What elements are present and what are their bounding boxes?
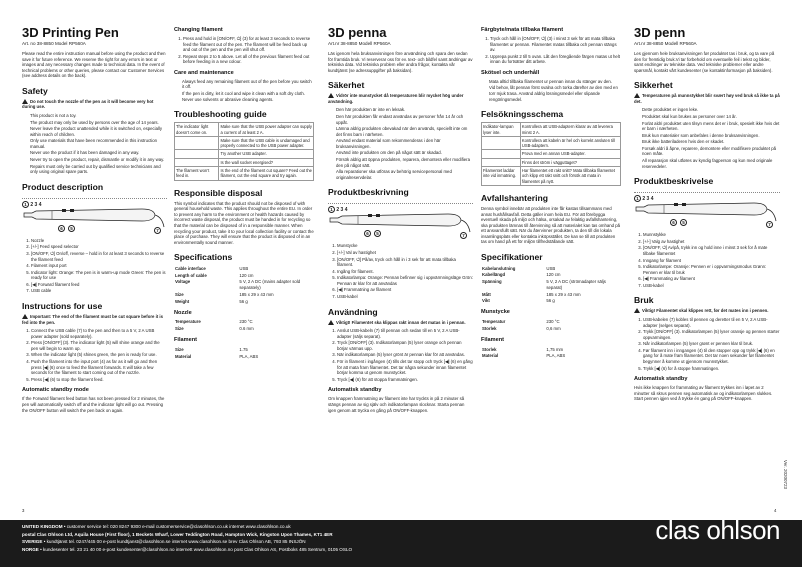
table-cell: The indicator light doesn’t come on. bbox=[175, 123, 219, 137]
list-item: 1. Nozzle bbox=[31, 238, 167, 244]
list-item: 1. Press and hold in [ON/OFF, ⏻] (3) for at least 3 seconds to reverse feed the filament out of the pen. The filament will be feed back up and out of the pen and the pen will shut off. bbox=[183, 36, 314, 53]
version-label: Ver. 20200723 bbox=[783, 460, 788, 490]
callout-6: 6 bbox=[670, 219, 677, 226]
table-cell: Is the end of the filament cut square? Feed out the filament, cut the end square and try again. bbox=[220, 168, 312, 179]
table-cell: 120 cm bbox=[239, 272, 254, 278]
list-item: • Never leave the product unattended while it is switched on, especially within reach of children. bbox=[30, 126, 167, 137]
table-cell: Storlek bbox=[482, 325, 497, 331]
table-row bbox=[481, 298, 621, 305]
en-standby-heading: Automatic standby mode bbox=[22, 387, 89, 394]
table-row bbox=[481, 318, 621, 325]
list-item: 3. [ON/OFF, ⏻] On/off, reverse – hold in for at least 3 seconds to reverse the filament feed bbox=[31, 251, 167, 262]
en-filament-heading: Filament bbox=[174, 337, 198, 344]
sv-column-right bbox=[481, 0, 621, 360]
en-spec-table bbox=[174, 265, 314, 304]
table-cell: Try another USB adapter. bbox=[219, 150, 314, 158]
en-art-number: Art. no 38-8850 Model RP560A bbox=[22, 41, 86, 46]
table-cell: 1.75 bbox=[239, 346, 248, 352]
en-standby-text: If the Forward filament feed button has not been pressed for 2 minutes, the pen will automatically switch off and the indicator light will go out. Pressing the ON/OFF button will switch the pen back on again. bbox=[22, 396, 165, 413]
en-use-list bbox=[22, 328, 167, 382]
table-cell: Finns det ström i vägguttaget? bbox=[520, 158, 620, 166]
footer-uk-line: UNITED KINGDOM • customer service tel: 020 8247 9300 e-mail customerservice@clasohlson.co.uk internet www.clasohlson.co.uk bbox=[22, 524, 291, 529]
brand-logo: clas ohlson bbox=[655, 515, 780, 545]
footer-contact-bar bbox=[0, 515, 802, 567]
list-item: • Använd endast material som rekommenderas i den här bruksanvisningen. bbox=[336, 138, 473, 149]
list-item: 4. Push the filament into the input port (4) as far as it will go and then press [◀] (6) once to feed the filament forwards. It will take a few seconds for the filament to start coming out of the nozzle. bbox=[31, 359, 167, 376]
table-cell: PLA, ABS bbox=[546, 353, 566, 359]
table-row bbox=[481, 265, 621, 272]
table-cell: 0.6 mm bbox=[239, 326, 254, 332]
list-item: 4. Filament input port bbox=[31, 263, 167, 269]
table-cell: Prova med en annan USB-adapter. bbox=[520, 150, 620, 158]
warning-icon bbox=[634, 308, 640, 313]
list-item: 5. Trykk [◀] (6) for å stoppe frammatingen. bbox=[643, 366, 780, 372]
warning-icon bbox=[22, 99, 28, 104]
warning-icon bbox=[328, 320, 334, 325]
list-item: 3. When the indicator light (5) shines green, the pen is ready for use. bbox=[31, 352, 167, 358]
table-cell: Make sure that the USB cable is undamaged and properly connected to the USB power adapter. bbox=[219, 136, 314, 150]
callout-5: 5 bbox=[68, 225, 75, 232]
list-item: 1. Munstycke bbox=[337, 243, 473, 249]
table-cell: Mått bbox=[482, 291, 491, 297]
table-row bbox=[481, 291, 621, 298]
list-item: 6. [◀] Frammatning av filament bbox=[337, 287, 473, 293]
list-item: • Bruk kun materialer som anbefales i denne bruksanvisningen. bbox=[642, 133, 780, 139]
en-product-diagram bbox=[22, 198, 167, 234]
sv-change-heading: Färgbyte/mata tillbaka filament bbox=[481, 27, 564, 33]
table-row bbox=[481, 325, 621, 332]
table-cell: Temperature bbox=[175, 319, 201, 325]
callout-234: 2 3 4 bbox=[336, 207, 348, 214]
table-row bbox=[481, 346, 621, 353]
page-number-left: 3 bbox=[22, 508, 25, 513]
en-change-heading: Changing filament bbox=[174, 27, 223, 33]
en-ts-heading: Troubleshooting guide bbox=[174, 109, 267, 120]
sv-column-left bbox=[328, 0, 473, 415]
page-number-right: 4 bbox=[774, 508, 777, 513]
no-product-diagram bbox=[634, 192, 780, 228]
no-parts-list bbox=[634, 232, 780, 288]
table-row bbox=[174, 265, 314, 272]
sv-title: 3D penna bbox=[328, 25, 387, 40]
sv-spec-heading: Specifikationer bbox=[481, 252, 543, 263]
list-item: 3. Når indikatorlampen (5) lyser grønt er pennen klar til bruk. bbox=[643, 341, 780, 347]
sv-ts-heading: Felsökningsschema bbox=[481, 109, 564, 120]
en-safety-list bbox=[22, 113, 167, 175]
list-item: 1. Anslut USB-kabeln (7) till pennan och sedan till en 5 V, 2 A USB-adapter (säljs separat). bbox=[337, 328, 473, 339]
list-item: 6. [◀] Frammating av filament bbox=[643, 276, 780, 282]
diagram-callouts bbox=[634, 195, 654, 203]
no-art-number: Art.nr 38-8850 Modell RP560A bbox=[634, 41, 697, 46]
callout-7: 7 bbox=[766, 221, 773, 228]
table-row bbox=[174, 279, 314, 291]
table-row bbox=[174, 291, 314, 298]
en-safety-heading: Safety bbox=[22, 85, 48, 96]
table-cell: 5 V, 2 A DC (mains adapter sold separately) bbox=[239, 279, 301, 291]
table-cell bbox=[482, 150, 521, 158]
sv-safety-list bbox=[328, 107, 473, 180]
table-cell: Temperatur bbox=[482, 319, 506, 325]
list-item: 2. [+/-] Valg av hastighet bbox=[643, 239, 780, 245]
diagram-callouts bbox=[328, 206, 348, 214]
en-parts-list bbox=[22, 238, 167, 294]
pen-illustration bbox=[328, 204, 473, 240]
sv-product-diagram bbox=[328, 203, 473, 239]
list-item: 5. Indicator light: Orange: The pen is in warm-up mode Green: The pen is ready for use bbox=[31, 270, 167, 281]
sv-disposal-heading: Avfallshantering bbox=[481, 193, 549, 204]
table-row bbox=[174, 326, 314, 333]
sv-troubleshooting-table bbox=[481, 122, 621, 186]
callout-5: 5 bbox=[374, 230, 381, 237]
table-row bbox=[174, 353, 314, 360]
list-item: 2. Trykk [ON/OFF] (3). Indikatorlampen (5) lyser oransje og pennen starter oppvarmingen. bbox=[643, 329, 780, 340]
list-item: 1. Munnstykke bbox=[643, 232, 780, 238]
list-item: 2. [+/-] Val av hastighet bbox=[337, 250, 473, 256]
table-row bbox=[482, 123, 621, 137]
sv-desc-heading: Produktbeskrivning bbox=[328, 187, 409, 198]
list-item: 1. Connect the USB cable (7) to the pen and then to a 5 V, 2 A USB power adapter (sold separately). bbox=[31, 328, 167, 339]
list-item: • Använd inte produkten om den på något sätt är skadad. bbox=[336, 150, 473, 156]
table-cell: Length of cable bbox=[175, 272, 207, 278]
sv-nozzle-heading: Munstycke bbox=[481, 309, 510, 316]
callout-5: 5 bbox=[680, 219, 687, 226]
no-use-list bbox=[634, 317, 780, 371]
list-item: 4. Før filament inn i inngangen (4) til den stopper opp og trykk [◀] (6) en gang for å mate fram filamentet. Det tar noen sekunder før filamentet begynner å komme ut gjennom munnstykket. bbox=[643, 348, 780, 365]
list-item: 5. Indikatorlampa: Orange: Pennan befinner sig i uppvärmningsläge Grön: Pennan är klar för att användas bbox=[337, 275, 473, 286]
en-safety-warning: Do not touch the nozzle of the pen as it will become very hot during use. bbox=[22, 98, 154, 110]
table-cell: 56 g bbox=[546, 298, 555, 304]
table-cell bbox=[482, 158, 521, 166]
table-cell bbox=[175, 158, 219, 166]
list-item: 1. Tryck och håll in [ON/OFF, ⏻] (3) i minst 3 sek för att mata tillbaka filamentet ur pennan. Filamentet matas tillbaka och pennan stängs av. bbox=[490, 36, 621, 53]
table-cell: 5 V, 2 A DC (strömadapter säljs separat) bbox=[546, 279, 606, 290]
table-cell: Size bbox=[175, 326, 184, 332]
table-cell: Material bbox=[175, 353, 192, 359]
en-intro: Please read the entire instruction manual before using the product and then save it for future reference. We reserve the right for any errors in text or images and any necessary changes made to technical data. In the event of technical problems or other queries, please contact our Customer Services (see address details on the back). bbox=[22, 50, 166, 79]
no-safety-list bbox=[634, 107, 780, 169]
table-cell bbox=[482, 136, 521, 150]
no-intro: Les gjennom hele bruksanvisningen før produktet tas i bruk, og ta vare på den for fremtidig bruk.Vi tar forbehold om eventuelle feil i tekst og bilder, samt endringer av tekniske data. Ved tekniske problemer eller andre spørsmål, kontakt vårt kundesenter (se kontaktinformasjon på baksiden). bbox=[634, 50, 775, 73]
sv-safety-warning: Vidrör inte munstycket då temperaturen blir mycket hög under användning. bbox=[328, 93, 464, 104]
table-row bbox=[175, 136, 314, 150]
table-cell: Indikator-lampan lyser inte. bbox=[482, 123, 521, 137]
en-troubleshooting-table bbox=[174, 122, 314, 181]
list-item: 6. [◀] Forward filament feed bbox=[31, 282, 167, 288]
list-item: 2. Upprepa punkt 2 till 5 ovan. Låt den föregående färgen matas ut helt innan du fortsätter ditt arbete. bbox=[490, 54, 621, 65]
table-cell: Storlek bbox=[482, 346, 497, 352]
table-row bbox=[174, 272, 314, 279]
list-item: • Den här produkten är inte en leksak. bbox=[336, 107, 473, 113]
list-item: 7. USB cable bbox=[31, 288, 167, 294]
list-item: 2. Repeat steps 2 to 5 above. Let all of the previous filament feed out before feeding in a new colour. bbox=[183, 54, 314, 65]
en-disposal-text: This symbol indicates that the product should not be disposed of with general household waste. This applies throughout the entire EU. In order to prevent any harm to the environment or health hazards caused by incorrect waste disposal, the product must be handed in for recycling so that the material can be disposed of in a responsible manner. When recycling your product, take it to your local collection facility or contact the place of purchase. They will ensure that the product is disposed of in an environmentally sound manner. bbox=[174, 200, 314, 245]
list-item: 3. [ON/OFF, ⏻] På/av, tryck och håll in i 3 sek för att mata tillbaka filament. bbox=[337, 257, 473, 268]
table-cell: Har filamentet ett rakt snitt? Mata tillbaka filamentet och klipp ett rakt snitt och försök att mata in filamentet på nytt. bbox=[520, 167, 620, 186]
table-cell: 230 °C bbox=[239, 319, 253, 325]
sv-standby-heading: Automatisk standby bbox=[328, 387, 382, 394]
list-item: 7. USB-kabel bbox=[643, 283, 780, 289]
en-change-list bbox=[174, 36, 314, 65]
table-cell: Material bbox=[482, 353, 499, 359]
table-cell bbox=[175, 136, 219, 150]
sv-spec-table bbox=[481, 265, 621, 304]
table-row bbox=[175, 167, 314, 181]
table-cell: Kabellängd bbox=[482, 272, 506, 278]
callout-234: 2 3 4 bbox=[30, 201, 42, 208]
list-item: 5. Indikatorlampe: Oransje: Pennen er i oppvarmingsmodus Grønn: Pennen er klar til bruk bbox=[643, 264, 780, 275]
footer-se-line: SVERIGE • kundtjänst tel. 0247/445 00 e-post kundtjanst@clasohlson.se internet www.clasohlson.se brev Clas Ohlson AB, 793 85 INSJÖN bbox=[22, 539, 306, 544]
table-row bbox=[175, 158, 314, 166]
no-desc-heading: Produktbeskrivelse bbox=[634, 176, 714, 187]
callout-6: 6 bbox=[364, 230, 371, 237]
sv-disposal-text: Denna symbol innebär att produkten inte får kastas tillsammans med annat hushållsavfall. Detta gäller inom hela EU. För att förebygga eventuell skada på miljö och hälsa, orsakad av felaktig avfallshantering, ska produkten lämnas till återvinning så att materialet kan tas omhand på ett ansvarsfullt sätt. När du återvinner produkten, ta den till din lokala insamlingsplats eller kontakta inköpsstället. De kan se till att produkten tas om hand på ett för miljön tillfredställande sätt. bbox=[481, 206, 621, 245]
no-safety-warning: Temperaturen på munnstykket blir svært høy ved bruk så ikke ta på det. bbox=[634, 93, 780, 104]
table-row bbox=[482, 167, 621, 186]
sv-use-list bbox=[328, 328, 473, 382]
footer-uk-postal: postal Clas Ohlson Ltd, Aquila House (First floor), 1 Beckets Wharf, Lower Teddington Road, Hampton Wick, Kingston Upon Thames, KT1 4ER bbox=[22, 531, 333, 537]
no-safety-heading: Sikkerhet bbox=[634, 80, 673, 91]
list-item: • Produktet skal kun brukes av personer over 14 år. bbox=[642, 114, 780, 120]
table-cell: 120 cm bbox=[546, 272, 561, 278]
sv-standby-text: Om knappen frammatning av filament inte har tryckts in på 2 minuter så stängs pennan av sig själv och indikatorlampan slocknar. Starta pennan igen genom att trycka en gång på ON/OFF-knappen. bbox=[328, 396, 465, 413]
table-cell: 0,6 mm bbox=[546, 325, 561, 331]
en-care-list bbox=[174, 79, 314, 102]
list-item: • Forsøk aldri å åpne, reparere, demontere eller modifisere produktet på noen måte. bbox=[642, 146, 780, 157]
list-item: • Försök aldrig att öppna produkten, reparera, demontera eller modifiera den på något sätt. bbox=[336, 157, 473, 168]
en-use-warning: Important: The end of the filament must be cut square before it is fed into the pen. bbox=[22, 314, 163, 325]
list-item: • Never use the product if it has been damaged in any way. bbox=[30, 150, 167, 156]
en-care-heading: Care and maintenance bbox=[174, 69, 234, 76]
list-item: • Vid behov, låt pennan först svalna och torka därefter av den med en torr mjuk trasa. Använd aldrig lösningsmedel eller slipande rengöringsmedel. bbox=[489, 85, 621, 102]
list-item: • Never try to open the product, repair, dismantle or modify it in any way. bbox=[30, 157, 167, 163]
list-item: • Mata alltid tillbaka filamentet ur pennan innan du stänger av den. bbox=[489, 79, 621, 85]
list-item: • If the pen is dirty, let it cool and wipe it clean with a soft dry cloth. Never use solvents or abrasive cleaning agents. bbox=[182, 91, 314, 102]
table-row bbox=[481, 353, 621, 360]
table-cell: 230 °C bbox=[546, 319, 560, 325]
en-nozzle-heading: Nozzle bbox=[174, 309, 192, 316]
list-item: • Lämna aldrig produkten obevakad när den används, speciellt inte om det finns barn i närheten. bbox=[336, 126, 473, 137]
callout-6: 6 bbox=[58, 225, 65, 232]
table-cell bbox=[175, 150, 219, 158]
list-item: 3. [ON/OFF, ⏻] Av/på, trykk inn og hold inne i minst 3 sek for å mate tilbake filamentet bbox=[643, 245, 780, 256]
no-use-heading: Bruk bbox=[634, 295, 654, 306]
sv-use-warning: Viktigt! Filamentet ska klippas rakt innan det matas in i pennan. bbox=[328, 320, 473, 326]
en-column-right bbox=[174, 0, 314, 360]
no-standby-heading: Automatisk standby bbox=[634, 376, 688, 383]
warning-icon bbox=[328, 93, 334, 98]
table-cell: Size bbox=[175, 291, 184, 297]
table-cell: Size bbox=[175, 346, 184, 352]
table-row bbox=[174, 346, 314, 353]
table-cell: USB bbox=[546, 265, 556, 271]
sv-safety-heading: Säkerhet bbox=[328, 80, 365, 91]
table-cell: Spänning bbox=[482, 279, 502, 285]
sv-use-heading: Användning bbox=[328, 306, 378, 317]
no-column bbox=[634, 0, 780, 404]
table-cell: The filament won’t feed in. bbox=[175, 167, 219, 181]
table-cell: Make sure that the USB power adapter can supply a current of at least 2 A. bbox=[220, 124, 312, 135]
list-item: • Always feed any remaining filament out of the pen before you switch it off. bbox=[182, 79, 314, 90]
list-item: 1. USB-kabelen (7) kobles til pennen og deretter til en 5 V, 2 A USB-adapter (selges separat). bbox=[643, 317, 780, 328]
table-cell: Kabelanslutning bbox=[482, 265, 516, 271]
list-item: • The product may only be used by persons over the age of 14 years. bbox=[30, 120, 167, 126]
table-cell: PLA, ABS bbox=[239, 353, 259, 359]
list-item: • Dette produktet er ingen leke. bbox=[642, 107, 780, 113]
sv-art-number: Art.nr 38-8850 Modell RP560A bbox=[328, 41, 391, 46]
table-cell: 1,75 mm bbox=[546, 346, 564, 352]
callout-7: 7 bbox=[460, 232, 467, 239]
sv-filament-table bbox=[481, 346, 621, 360]
sv-nozzle-table bbox=[481, 318, 621, 332]
list-item: 7. USB-kabel bbox=[337, 294, 473, 300]
table-cell: Filamentet laddar inte vid inmatning. bbox=[482, 167, 521, 186]
sv-change-list bbox=[481, 36, 621, 65]
table-cell: Cable interface bbox=[175, 265, 206, 271]
list-item: • Alla reparationer ska utföras av behörig servicepersonal med originalreservdelar. bbox=[336, 169, 473, 180]
en-column-left bbox=[22, 0, 167, 415]
list-item: 4. Ingång för filament. bbox=[337, 269, 473, 275]
list-item: 4. För in filament i ingången (4) tills det tar stopp och tryck [◀] (6) en gång för att mata fram filamentet. Det tar några sekunder innan filamentet börjar komma ut genom munstycket. bbox=[337, 359, 473, 376]
table-row bbox=[174, 298, 314, 305]
sv-care-list bbox=[481, 79, 621, 102]
table-row bbox=[481, 279, 621, 291]
table-cell: Weight bbox=[175, 298, 190, 304]
list-item: • Forlat aldri produktet uten tilsyn mens det er i bruk, spesielt ikke hvis det er barn i nærheten. bbox=[642, 121, 780, 132]
table-cell: Kontrollera att USB-adaptern klarar av att leverera minst 2 A. bbox=[520, 123, 620, 137]
sv-intro: Läs igenom hela bruksanvisningen före användning och spara den sedan för framtida bruk. Vi reserverar oss för ev. text- och bildfel samt ändringar av tekniska data. Vid tekniska problem eller andra frågor, kontakta vår kundtjänst (se adressuppgifter på baksidan). bbox=[328, 50, 473, 73]
sv-care-heading: Skötsel och underhåll bbox=[481, 69, 540, 76]
table-row bbox=[482, 158, 621, 166]
table-row bbox=[174, 319, 314, 326]
en-desc-heading: Product description bbox=[22, 181, 104, 192]
table-row bbox=[175, 150, 314, 158]
list-item: 3. När indikatorlampan (5) lyser grönt är pennan klar för att användas. bbox=[337, 352, 473, 358]
table-row bbox=[482, 150, 621, 158]
table-cell: 56 g bbox=[239, 298, 248, 304]
en-filament-table bbox=[174, 346, 314, 360]
callout-1: 1 bbox=[22, 201, 29, 208]
warning-icon bbox=[22, 314, 28, 319]
callout-1: 1 bbox=[328, 206, 335, 213]
table-row bbox=[481, 272, 621, 279]
no-title: 3D penn bbox=[634, 25, 686, 40]
table-cell: Voltage bbox=[175, 279, 191, 285]
list-item: • Repairs must only be carried out by qualified service technicians and only using original spare parts. bbox=[30, 164, 167, 175]
list-item: 5. Press [◀] (6) to stop the filament feed. bbox=[31, 377, 167, 383]
en-disposal-heading: Responsible disposal bbox=[174, 187, 263, 198]
table-cell: Vikt bbox=[482, 298, 490, 304]
sv-filament-heading: Filament bbox=[481, 337, 505, 343]
list-item: • Only use materials that have been recommended in this instruction manual. bbox=[30, 138, 167, 149]
list-item: 2. Tryck [ON/OFF] (3). Indikatorlampan (5) lyser orange och pennan börjar värmas upp. bbox=[337, 340, 473, 351]
table-cell: USB bbox=[239, 265, 249, 271]
callout-1: 1 bbox=[634, 195, 641, 202]
en-title: 3D Printing Pen bbox=[22, 25, 119, 40]
list-item: • This product is not a toy. bbox=[30, 113, 167, 119]
no-standby-text: Hvis ikke knappen for frammating av filament trykkes inn i løpet av 2 minutter så skrus pennen seg automatisk av og indikatorlampen slukkes. Start pennen igjen ved å trykke én gang på ON/OFF-knappen. bbox=[634, 385, 773, 402]
list-item: • Den här produkten får endast användas av personer från 14 år och uppåt. bbox=[336, 114, 473, 125]
list-item: 4. Inngang for filament bbox=[643, 258, 780, 264]
list-item: 5. Tryck [◀] (6) för att stoppa frammatningen. bbox=[337, 377, 473, 383]
diagram-callouts bbox=[22, 201, 42, 209]
table-cell: Kontrollera att kabeln är hel och korrekt ansluten till USB-adaptern. bbox=[520, 136, 620, 150]
table-cell: 185 x 29 x 43 mm bbox=[239, 291, 274, 297]
callout-7: 7 bbox=[154, 227, 161, 234]
sv-parts-list bbox=[328, 243, 473, 299]
table-row bbox=[175, 123, 314, 137]
list-item: 2. [+/-] Feed speed selector bbox=[31, 244, 167, 250]
footer-no-line: NORGE • kundesenter tel. 23 21 40 00 e-post kundesenter@clasohlson.no internett www.clasohlson.no post Clas Ohlson AS, Postboks 485 Sentrum, 0105 OSLO bbox=[22, 546, 353, 552]
pen-illustration bbox=[634, 193, 780, 229]
list-item: • All reparasjon skal utføres av kyndig fagperson og kun med originale reservedeler. bbox=[642, 158, 780, 169]
pen-illustration bbox=[22, 199, 167, 235]
table-cell: 185 x 29 x 43 mm bbox=[546, 291, 581, 297]
list-item: • Bruk ikke batteriladeren hvis den er skadet. bbox=[642, 139, 780, 145]
warning-icon bbox=[634, 93, 640, 98]
en-use-heading: Instructions for use bbox=[22, 301, 103, 311]
en-spec-heading: Specifications bbox=[174, 252, 233, 263]
callout-234: 2 3 4 bbox=[642, 196, 654, 203]
list-item: 2. Press [ON/OFF] (3). The indicator light (5) will shine orange and the pen will begin to warm up. bbox=[31, 340, 167, 351]
table-row bbox=[482, 136, 621, 150]
table-cell: Is the wall socket energised? bbox=[219, 158, 314, 166]
en-nozzle-table bbox=[174, 319, 314, 333]
no-use-warning: Viktig! Filamentet skal klippes rett, før det mates inn i pennen. bbox=[634, 308, 780, 314]
